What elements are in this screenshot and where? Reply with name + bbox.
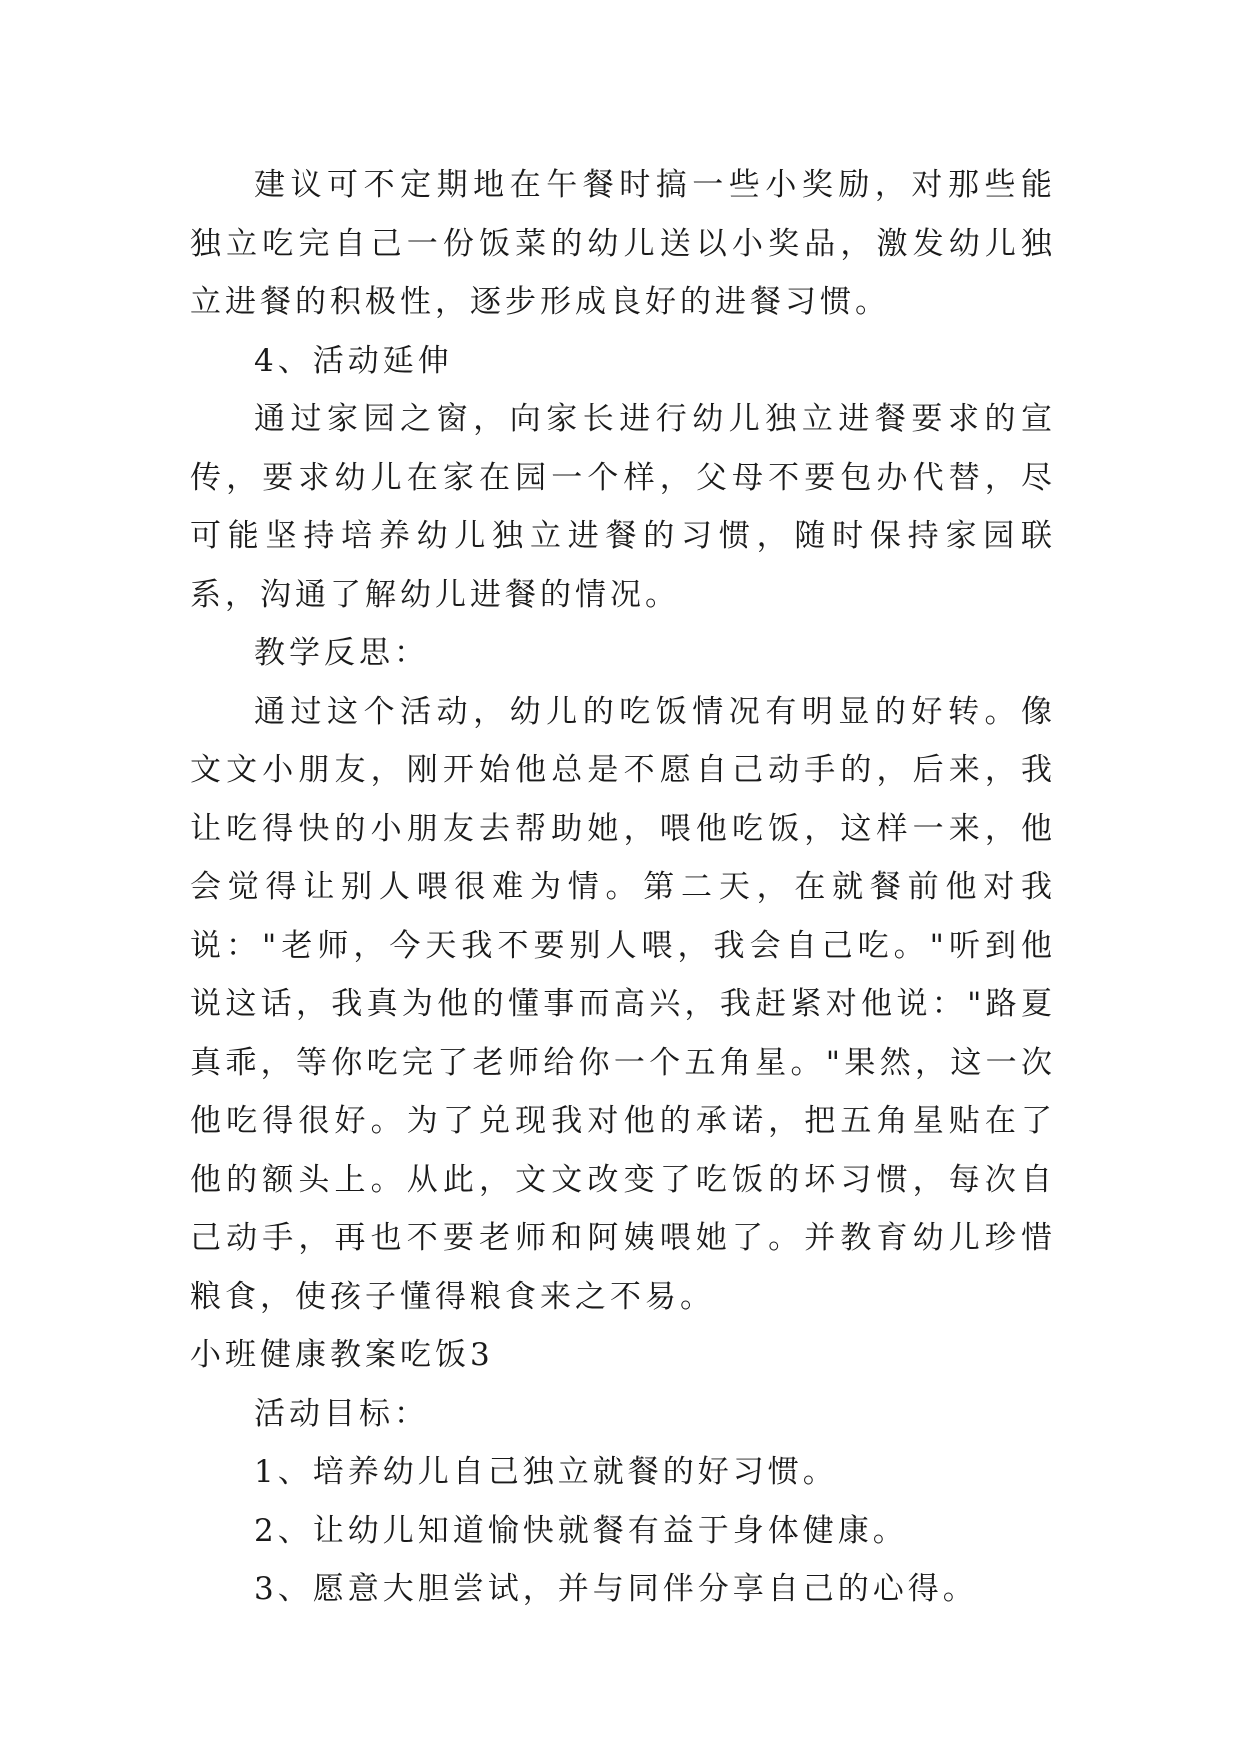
objective-item: 1、培养幼儿自己独立就餐的好习惯。 xyxy=(254,1454,838,1490)
paragraph-teaching-reflection-heading: 教学反思： xyxy=(254,635,429,671)
objective-item: 2、让幼儿知道愉快就餐有益于身体健康。 xyxy=(254,1512,908,1549)
document-body xyxy=(190,156,1056,1619)
objective-item: 3、愿意大胆尝试，并与同伴分享自己的心得。 xyxy=(254,1571,978,1607)
paragraph-teaching-reflection: 通过这个活动，幼儿的吃饭情况有明显的好转。像文文小朋友，刚开始他总是不愿自己动手的，后来，我让吃得快的小朋友去帮助她，喂他吃饭，这样一来，他会觉得让别人喂很难为情。第二天，在就餐前他对我说："老师，今天我不要别人喂，我会自己吃。"听到他说这话，我真为他的懂事而高兴，我赶紧对他说："路夏真乖，等你吃完了老师给你一个五角星。"果然，这一次他吃得很好。为了兑现我对他的承诺，把五角星贴在了他的额头上。从此，文文改变了吃饭的坏习惯，每次自己动手，再也不要老师和阿姨喂她了。并教育幼儿珍惜粮食，使孩子懂得粮食来之不易。 xyxy=(190,693,1056,1315)
paragraph-home-school-window: 通过家园之窗，向家长进行幼儿独立进餐要求的宣传，要求幼儿在家在园一个样，父母不要包办代替，尽可能坚持培养幼儿独立进餐的习惯，随时保持家园联系，沟通了解幼儿进餐的情况。 xyxy=(190,401,1056,613)
section-title: 小班健康教案吃饭3 xyxy=(190,1337,494,1373)
paragraph-activity-extension-heading: 4、活动延伸 xyxy=(254,342,453,379)
paragraph-reward-suggestion: 建议可不定期地在午餐时搞一些小奖励，对那些能独立吃完自己一份饭菜的幼儿送以小奖品，激发幼儿独立进餐的积极性，逐步形成良好的进餐习惯。 xyxy=(190,167,1056,320)
objectives-label: 活动目标： xyxy=(254,1395,429,1432)
